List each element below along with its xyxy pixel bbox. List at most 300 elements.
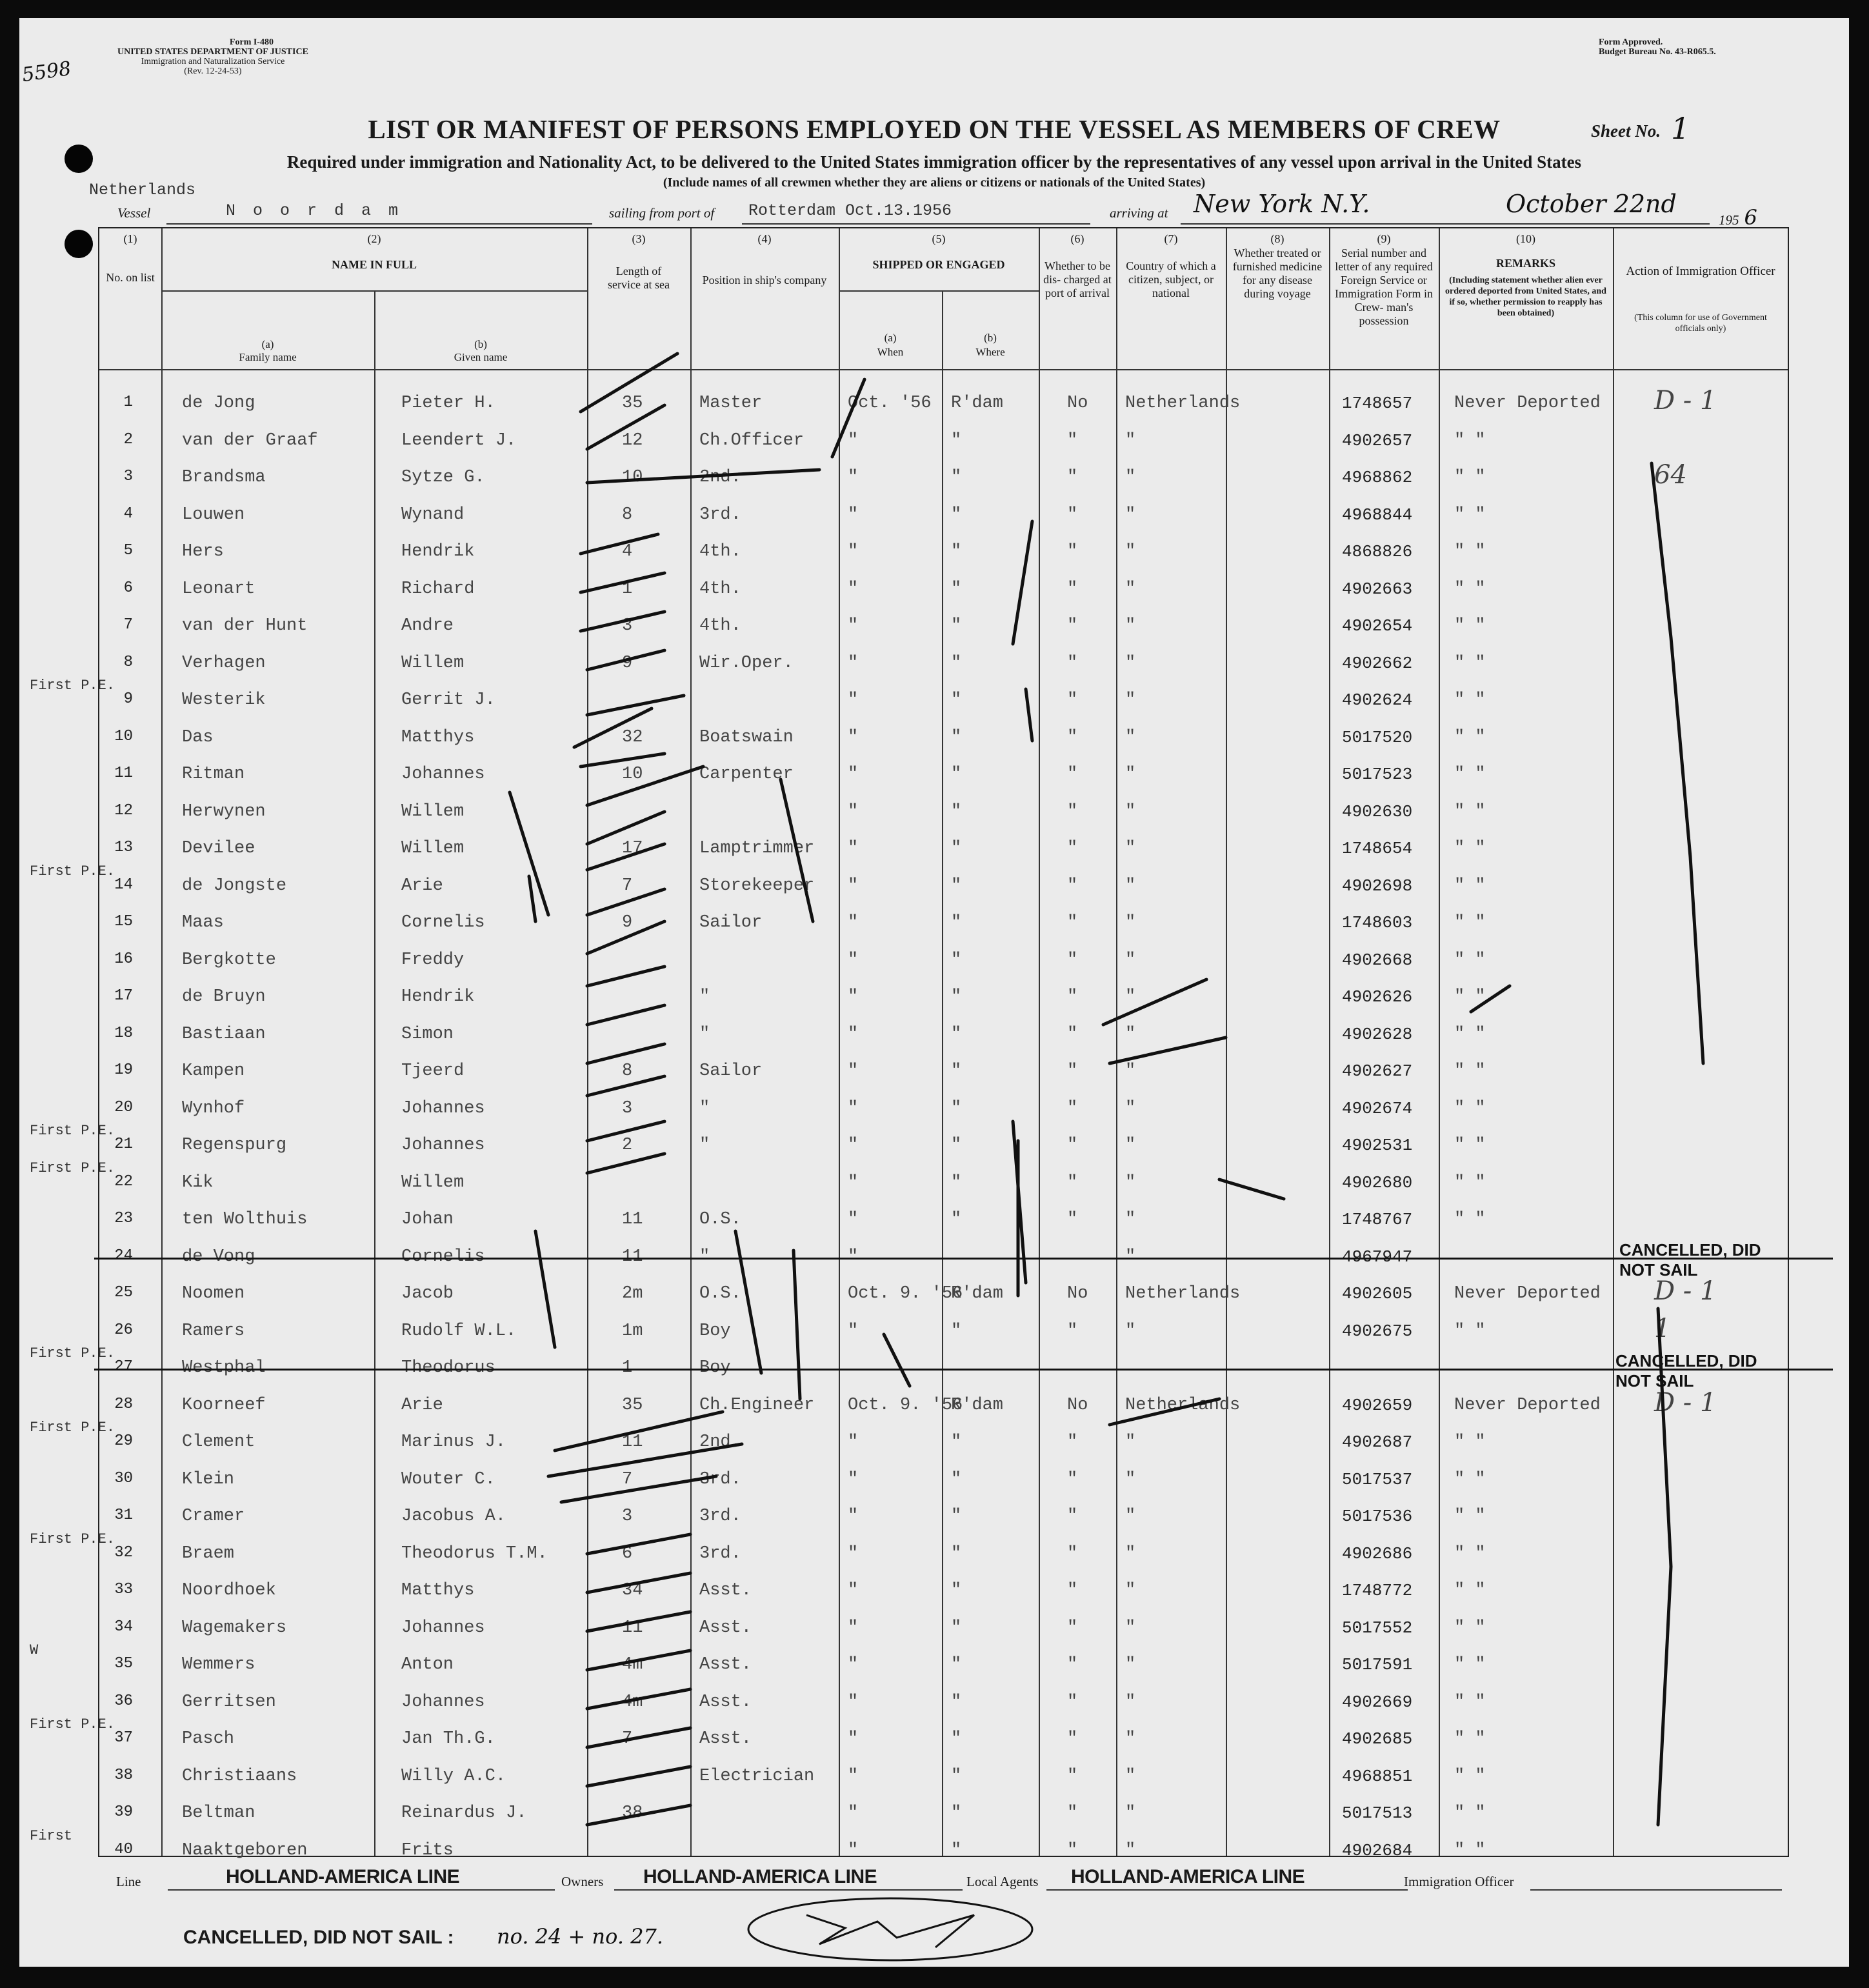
country: " xyxy=(1125,876,1136,896)
shipped-when: " xyxy=(848,765,859,784)
country: Netherlands xyxy=(1125,1395,1241,1415)
row-number: 33 xyxy=(114,1581,133,1598)
serial-number: 4968844 xyxy=(1342,505,1413,525)
position: Ch.Officer xyxy=(699,430,805,450)
remarks: " " xyxy=(1454,1729,1486,1749)
country: " xyxy=(1125,1729,1136,1749)
family-name: Herwynen xyxy=(182,801,266,821)
family-name: Naaktgeboren xyxy=(182,1840,308,1860)
action-note: (This column for use of Government officials only) xyxy=(1634,313,1767,334)
given-name: Frits xyxy=(401,1840,454,1860)
col-num: (6) xyxy=(1070,232,1084,245)
country: " xyxy=(1125,1803,1136,1823)
year-prefix: 195 xyxy=(1719,212,1739,228)
country: " xyxy=(1125,1581,1136,1600)
shipped-when: " xyxy=(848,1507,859,1526)
row-number: 3 xyxy=(123,468,133,485)
first-pe-annotation: First P.E. xyxy=(30,1716,115,1732)
shipped-where: " xyxy=(951,913,962,932)
remarks: " " xyxy=(1454,950,1486,970)
first-pe-annotation: W xyxy=(30,1642,39,1658)
given-sub-letter: (b) xyxy=(474,338,487,350)
country: " xyxy=(1125,1136,1136,1155)
length-of-service: 7 xyxy=(622,876,633,896)
discharged: " xyxy=(1067,1766,1078,1786)
discharged: " xyxy=(1067,1136,1078,1155)
shipped-where: " xyxy=(951,1692,962,1712)
serial-number: 4902686 xyxy=(1342,1543,1413,1563)
shipped-where: " xyxy=(951,1432,962,1452)
given-name: Johannes xyxy=(401,1098,485,1118)
given-name: Jacob xyxy=(401,1284,454,1303)
country: " xyxy=(1125,1469,1136,1489)
family-name: de Bruyn xyxy=(182,987,266,1007)
row-number: 19 xyxy=(114,1061,133,1079)
country: " xyxy=(1125,690,1136,710)
position: 3rd. xyxy=(699,1507,741,1526)
country: Netherlands xyxy=(1125,1284,1241,1303)
remarks: " " xyxy=(1454,876,1486,896)
discharged: " xyxy=(1067,1469,1078,1489)
length-of-service: 11 xyxy=(622,1210,643,1229)
length-of-service: 12 xyxy=(622,430,643,450)
department: UNITED STATES DEPARTMENT OF JUSTICE xyxy=(117,47,308,57)
remarks-note: (Including statement whether alien ever ordered deported from United States, and if so, whether permission to reapply has been obtained) xyxy=(1445,276,1606,318)
col-header-shipped: SHIPPED OR ENGAGED xyxy=(872,258,1005,271)
sheet-number: 1 xyxy=(1671,111,1690,146)
row-number: 9 xyxy=(123,690,133,708)
first-pe-annotation: First P.E. xyxy=(30,678,115,694)
family-name: Westerik xyxy=(182,690,266,710)
serial-number: 4902684 xyxy=(1342,1840,1413,1860)
position: Carpenter xyxy=(699,765,794,784)
vessel-name: N o o r d a m xyxy=(226,201,403,220)
remarks: " " xyxy=(1454,616,1486,636)
row-number: 14 xyxy=(114,876,133,894)
length-of-service: 7 xyxy=(622,1729,633,1749)
position: 4th. xyxy=(699,616,741,636)
family-name: Noomen xyxy=(182,1284,245,1303)
shipped-where: " xyxy=(951,1024,962,1044)
underline xyxy=(1530,1889,1782,1891)
family-name: Bergkotte xyxy=(182,950,276,970)
discharged: " xyxy=(1067,1655,1078,1674)
serial-number: 5017591 xyxy=(1342,1655,1413,1674)
given-name: Willem xyxy=(401,801,465,821)
col-num: (1) xyxy=(123,232,137,245)
discharged: No xyxy=(1067,1395,1088,1415)
position: " xyxy=(699,1136,710,1155)
serial-number: 4902657 xyxy=(1342,430,1413,450)
length-of-service: 35 xyxy=(622,1395,643,1415)
country: " xyxy=(1125,1321,1136,1341)
length-of-service: 2 xyxy=(622,1136,633,1155)
arriving-at: New York N.Y. xyxy=(1194,190,1370,218)
discharged: " xyxy=(1067,801,1078,821)
row-number: 7 xyxy=(123,616,133,634)
line-value: HOLLAND-AMERICA LINE xyxy=(226,1866,460,1887)
shipped-where: " xyxy=(951,505,962,525)
shipped-when: Oct. 9. '56 xyxy=(848,1284,963,1303)
position: 3rd. xyxy=(699,1543,741,1563)
shipped-when: " xyxy=(848,950,859,970)
serial-number: 4902654 xyxy=(1342,616,1413,636)
given-name: Pieter H. xyxy=(401,394,495,413)
col-header-treated: Whether treated or furnished medicine for any disease during voyage xyxy=(1232,246,1323,300)
country: " xyxy=(1125,616,1136,636)
length-of-service: 3 xyxy=(622,1507,633,1526)
col-num: (10) xyxy=(1516,232,1535,245)
serial-number: 4902662 xyxy=(1342,653,1413,673)
action: 64 xyxy=(1654,460,1687,490)
handwritten-marks xyxy=(19,18,1849,1967)
length-of-service: 7 xyxy=(622,1469,633,1489)
shipped-when: " xyxy=(848,616,859,636)
length-of-service: 3 xyxy=(622,1098,633,1118)
shipped-when: " xyxy=(848,505,859,525)
remarks: " " xyxy=(1454,987,1486,1007)
shipped-where: " xyxy=(951,727,962,747)
remarks: " " xyxy=(1454,1766,1486,1786)
revision: (Rev. 12-24-53) xyxy=(184,66,242,76)
row-number: 4 xyxy=(123,505,133,523)
length-of-service: 17 xyxy=(622,839,643,858)
row-number: 22 xyxy=(114,1172,133,1190)
when-sub-letter: (a) xyxy=(884,332,897,344)
remarks: Never Deported xyxy=(1454,1284,1601,1303)
serial-number: 4902669 xyxy=(1342,1692,1413,1712)
given-name: Cornelis xyxy=(401,913,485,932)
discharged: " xyxy=(1067,1618,1078,1638)
row-number: 26 xyxy=(114,1321,133,1339)
row-number: 36 xyxy=(114,1692,133,1710)
action: D - 1 xyxy=(1654,1387,1717,1418)
line-label: Line xyxy=(116,1874,141,1889)
shipped-where: " xyxy=(951,690,962,710)
sailing-from: Rotterdam Oct.13.1956 xyxy=(748,201,952,220)
country: " xyxy=(1125,1024,1136,1044)
remarks: " " xyxy=(1454,505,1486,525)
length-of-service: 4 xyxy=(622,542,633,561)
given-name: Arie xyxy=(401,876,443,896)
remarks: " " xyxy=(1454,1655,1486,1674)
family-name: Noordhoek xyxy=(182,1581,276,1600)
col-num: (2) xyxy=(367,232,381,245)
country: " xyxy=(1125,1172,1136,1192)
length-of-service: 38 xyxy=(622,1803,643,1823)
col-header-serial: Serial number and letter of any required Foreign Service or Immigration Form in Crew- man's possession xyxy=(1335,246,1433,327)
serial-number: 4902624 xyxy=(1342,690,1413,710)
family-name: Maas xyxy=(182,913,224,932)
sheet-label: Sheet No. xyxy=(1591,121,1661,141)
row-number: 29 xyxy=(114,1432,133,1450)
action: D - 1 xyxy=(1654,1276,1717,1306)
country: " xyxy=(1125,913,1136,932)
remarks: " " xyxy=(1454,1840,1486,1860)
remarks: " " xyxy=(1454,913,1486,932)
first-pe-annotation: First xyxy=(30,1827,73,1844)
serial-number: 5017536 xyxy=(1342,1507,1413,1526)
country: " xyxy=(1125,765,1136,784)
shipped-where: " xyxy=(951,1729,962,1749)
discharged: " xyxy=(1067,1061,1078,1081)
given-name: Tjeerd xyxy=(401,1061,465,1081)
underline xyxy=(614,1889,963,1891)
sailing-label: sailing from port of xyxy=(609,205,715,221)
shipped-where: R'dam xyxy=(951,1284,1004,1303)
arrival-date: October 22nd xyxy=(1506,190,1677,218)
shipped-when: " xyxy=(848,1692,859,1712)
family-name: Devilee xyxy=(182,839,255,858)
shipped-when: " xyxy=(848,839,859,858)
family-name: Hers xyxy=(182,542,224,561)
remarks: " " xyxy=(1454,1210,1486,1229)
shipped-when: " xyxy=(848,430,859,450)
col-num: (4) xyxy=(757,232,772,245)
shipped-when: " xyxy=(848,1098,859,1118)
remarks: " " xyxy=(1454,1172,1486,1192)
given-name: Hendrik xyxy=(401,987,475,1007)
shipped-when: " xyxy=(848,690,859,710)
length-of-service: 11 xyxy=(622,1432,643,1452)
row-number: 10 xyxy=(114,727,133,745)
row-number: 24 xyxy=(114,1247,133,1265)
shipped-when: " xyxy=(848,1432,859,1452)
position: " xyxy=(699,1098,710,1118)
row-number: 27 xyxy=(114,1358,133,1376)
row-number: 23 xyxy=(114,1210,133,1227)
given-name: Theodorus xyxy=(401,1358,495,1378)
col-header-remarks: REMARKS xyxy=(1495,257,1555,270)
country: " xyxy=(1125,505,1136,525)
given-name: Johannes xyxy=(401,1618,485,1638)
country: " xyxy=(1125,1840,1136,1860)
shipped-where: " xyxy=(951,1098,962,1118)
position: 3rd. xyxy=(699,1469,741,1489)
position: Ch.Engineer xyxy=(699,1395,815,1415)
family-name: Ritman xyxy=(182,765,245,784)
shipped-where: " xyxy=(951,1321,962,1341)
country: " xyxy=(1125,1766,1136,1786)
shipped-where: " xyxy=(951,542,962,561)
serial-number: 4868826 xyxy=(1342,542,1413,561)
country: " xyxy=(1125,579,1136,599)
given-name: Marinus J. xyxy=(401,1432,506,1452)
agents-value: HOLLAND-AMERICA LINE xyxy=(1071,1866,1305,1887)
discharged: " xyxy=(1067,1024,1078,1044)
shipped-where: " xyxy=(951,1543,962,1563)
col-num: (7) xyxy=(1164,232,1178,245)
family-name: Wagemakers xyxy=(182,1618,287,1638)
underline xyxy=(168,1889,555,1891)
serial-number: 1748657 xyxy=(1342,394,1413,413)
discharged: " xyxy=(1067,1507,1078,1526)
col-header-name: NAME IN FULL xyxy=(331,258,417,271)
shipped-where: " xyxy=(951,1840,962,1860)
position: Boatswain xyxy=(699,727,794,747)
given-name: Leendert J. xyxy=(401,430,517,450)
length-of-service: 8 xyxy=(622,1061,633,1081)
row-number: 15 xyxy=(114,913,133,930)
row-number: 32 xyxy=(114,1543,133,1561)
shipped-where: " xyxy=(951,839,962,858)
shipped-where: " xyxy=(951,1469,962,1489)
family-name: Kampen xyxy=(182,1061,245,1081)
length-of-service: 3 xyxy=(622,616,633,636)
shipped-when: " xyxy=(848,876,859,896)
underline xyxy=(1046,1889,1408,1891)
position: Master xyxy=(699,394,763,413)
length-of-service: 8 xyxy=(622,505,633,525)
discharged: " xyxy=(1067,505,1078,525)
family-name: Westphal xyxy=(182,1358,266,1378)
family-name: ten Wolthuis xyxy=(182,1210,308,1229)
given-name: Gerrit J. xyxy=(401,690,495,710)
officer-label: Immigration Officer xyxy=(1404,1874,1514,1889)
country: " xyxy=(1125,1247,1136,1267)
manifest-footer xyxy=(98,1858,1786,1962)
discharged: " xyxy=(1067,987,1078,1007)
row-number: 5 xyxy=(123,542,133,559)
serial-number: 5017552 xyxy=(1342,1618,1413,1638)
shipped-where: " xyxy=(951,1061,962,1081)
country: " xyxy=(1125,430,1136,450)
serial-number: 5017537 xyxy=(1342,1469,1413,1489)
position: Asst. xyxy=(699,1581,752,1600)
row-number: 16 xyxy=(114,950,133,968)
serial-number: 4902627 xyxy=(1342,1061,1413,1081)
discharged: " xyxy=(1067,839,1078,858)
position: 3rd. xyxy=(699,505,741,525)
shipped-when: " xyxy=(848,1655,859,1674)
remarks: " " xyxy=(1454,1098,1486,1118)
shipped-where: " xyxy=(951,1172,962,1192)
col-header-no: No. on list xyxy=(106,271,155,284)
col-num: (5) xyxy=(932,232,946,245)
row-number: 2 xyxy=(123,430,133,448)
cancelled-stamp-row-24: CANCELLED, DID NOT SAIL xyxy=(1619,1240,1761,1280)
budget-bureau: Budget Bureau No. 43-R065.5. xyxy=(1599,47,1716,57)
serial-number: 1748654 xyxy=(1342,839,1413,858)
country: " xyxy=(1125,1618,1136,1638)
country: " xyxy=(1125,1543,1136,1563)
col-header-action: Action of Immigration Officer xyxy=(1626,265,1775,278)
subnote: (Include names of all crewmen whether they are aliens or citizens or nationals of the United States) xyxy=(663,176,1206,190)
discharged: No xyxy=(1067,394,1088,413)
family-name: Koorneef xyxy=(182,1395,266,1415)
form-number: Form I-480 xyxy=(229,37,274,47)
family-name: Clement xyxy=(182,1432,255,1452)
row-number: 40 xyxy=(114,1840,133,1858)
shipped-where: R'dam xyxy=(951,1395,1004,1415)
shipped-where: " xyxy=(951,468,962,487)
col-header-where: Where xyxy=(975,346,1005,358)
remarks: " " xyxy=(1454,468,1486,487)
position: Asst. xyxy=(699,1618,752,1638)
family-name: Christiaans xyxy=(182,1766,297,1786)
position: " xyxy=(699,1024,710,1044)
remarks: " " xyxy=(1454,1618,1486,1638)
shipped-where: " xyxy=(951,430,962,450)
given-name: Simon xyxy=(401,1024,454,1044)
discharged: " xyxy=(1067,876,1078,896)
serial-number: 4902630 xyxy=(1342,801,1413,821)
position: " xyxy=(699,1247,710,1267)
country: " xyxy=(1125,987,1136,1007)
position: Asst. xyxy=(699,1692,752,1712)
length-of-service: 6 xyxy=(622,1543,633,1563)
position: Asst. xyxy=(699,1655,752,1674)
length-of-service: 2m xyxy=(622,1284,643,1303)
cancelled-stamp-row-27: CANCELLED, DID NOT SAIL xyxy=(1615,1351,1757,1391)
discharged: " xyxy=(1067,690,1078,710)
row-number: 8 xyxy=(123,653,133,671)
row-number: 6 xyxy=(123,579,133,597)
discharged: " xyxy=(1067,1210,1078,1229)
row-number: 34 xyxy=(114,1618,133,1636)
row-number: 17 xyxy=(114,987,133,1005)
length-of-service: 11 xyxy=(622,1618,643,1638)
family-name: Braem xyxy=(182,1543,235,1563)
row-number: 18 xyxy=(114,1024,133,1042)
family-name: van der Hunt xyxy=(182,616,308,636)
remarks: " " xyxy=(1454,839,1486,858)
remarks: " " xyxy=(1454,430,1486,450)
family-name: Brandsma xyxy=(182,468,266,487)
given-name: Willy A.C. xyxy=(401,1766,506,1786)
remarks: " " xyxy=(1454,727,1486,747)
row-number: 39 xyxy=(114,1803,133,1821)
shipped-when: " xyxy=(848,468,859,487)
cancelled-row-numbers: no. 24 + no. 27. xyxy=(497,1924,664,1949)
discharged: " xyxy=(1067,913,1078,932)
discharged: " xyxy=(1067,1692,1078,1712)
given-name: Freddy xyxy=(401,950,465,970)
given-name: Anton xyxy=(401,1655,454,1674)
remarks: " " xyxy=(1454,653,1486,673)
vessel-nationality: Netherlands xyxy=(89,181,196,199)
country: Netherlands xyxy=(1125,394,1241,413)
given-name: Sytze G. xyxy=(401,468,485,487)
remarks: " " xyxy=(1454,1024,1486,1044)
vessel-label: Vessel xyxy=(117,205,151,221)
length-of-service: 32 xyxy=(622,727,643,747)
discharged: " xyxy=(1067,1172,1078,1192)
shipped-when: " xyxy=(848,1618,859,1638)
shipped-when: " xyxy=(848,913,859,932)
owners-value: HOLLAND-AMERICA LINE xyxy=(643,1866,877,1887)
position: 2nd. xyxy=(699,468,741,487)
remarks: " " xyxy=(1454,1581,1486,1600)
given-name: Hendrik xyxy=(401,542,475,561)
family-name: Klein xyxy=(182,1469,235,1489)
discharged: " xyxy=(1067,616,1078,636)
serial-number: 4902628 xyxy=(1342,1024,1413,1044)
shipped-where: " xyxy=(951,1618,962,1638)
discharged: No xyxy=(1067,1284,1088,1303)
discharged: " xyxy=(1067,950,1078,970)
arriving-label: arriving at xyxy=(1110,205,1168,221)
position: Boy xyxy=(699,1321,731,1341)
family-name: Ramers xyxy=(182,1321,245,1341)
remarks: " " xyxy=(1454,1321,1486,1341)
given-name: Andre xyxy=(401,616,454,636)
serial-number: 1748767 xyxy=(1342,1210,1413,1229)
family-sub-letter: (a) xyxy=(261,338,274,350)
sheet-annotation: 5598 xyxy=(20,57,73,87)
length-of-service: 9 xyxy=(622,913,633,932)
shipped-where: " xyxy=(951,1507,962,1526)
